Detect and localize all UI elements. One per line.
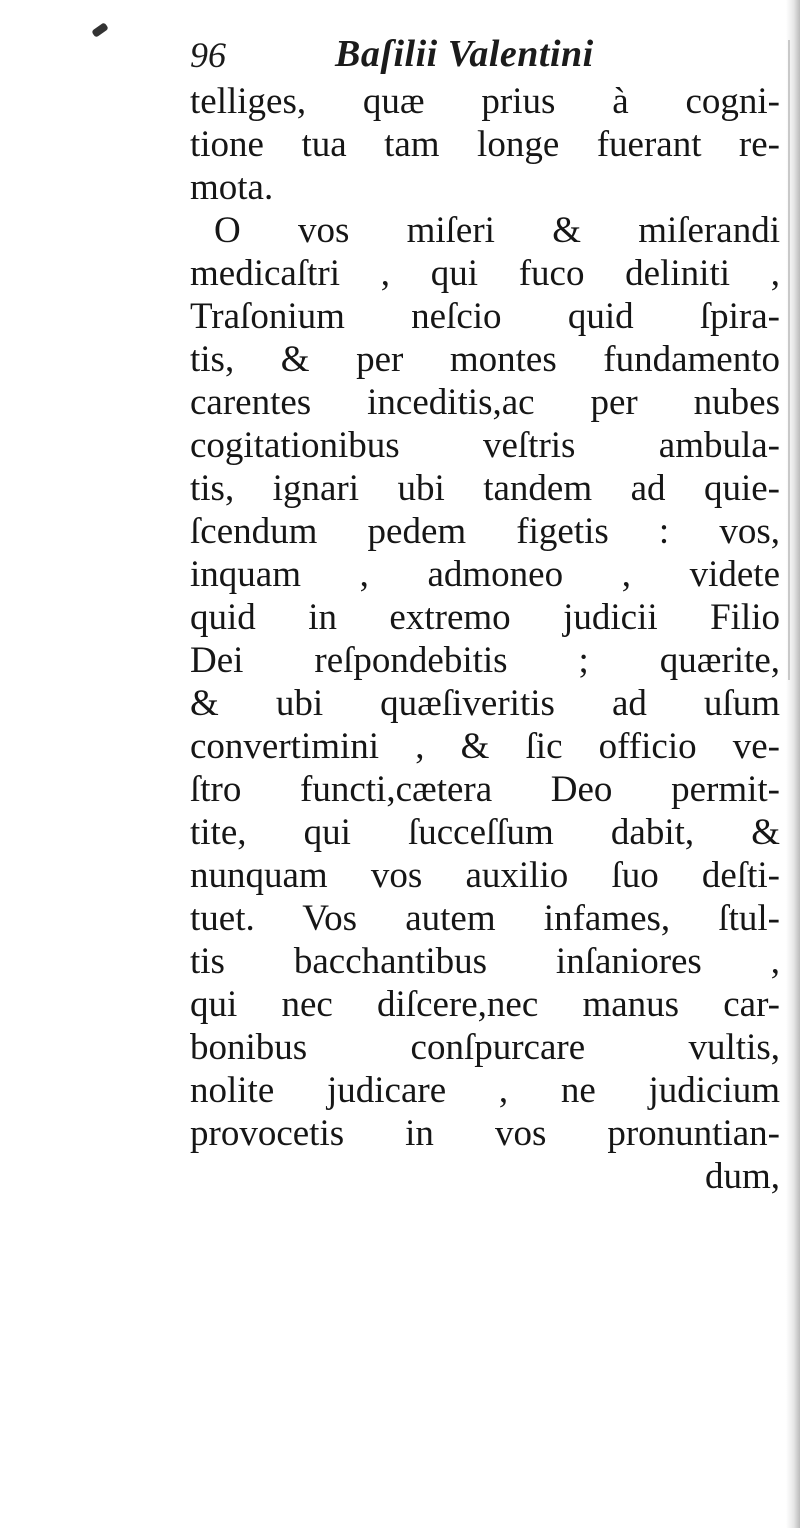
text-line: medicaſtri , qui fuco deliniti , <box>190 253 780 294</box>
text-line: Traſonium neſcio quid ſpira- <box>190 296 780 337</box>
text-line: ſtro functi,cætera Deo permit- <box>190 769 780 810</box>
body-text <box>190 80 780 1198</box>
catchword: dum, <box>704 1156 780 1197</box>
text-line: Dei reſpondebitis ; quærite, <box>190 640 780 681</box>
text-line: tis bacchantibus inſaniores , <box>190 941 780 982</box>
text-line: mota. <box>190 167 274 208</box>
text-line: & ubi quæſiveritis ad uſum <box>190 683 780 724</box>
running-head <box>0 0 800 90</box>
text-line: qui nec diſcere,nec manus car- <box>190 984 780 1025</box>
text-line: telliges, quæ prius à cogni- <box>190 81 780 122</box>
text-line: convertimini , & ſic officio ve- <box>190 726 780 767</box>
page-edge-line <box>788 40 790 680</box>
text-line: tis, ignari ubi tandem ad quie- <box>190 468 780 509</box>
text-line: inquam , admoneo , videte <box>190 554 780 595</box>
text-line: nunquam vos auxilio ſuo deſti- <box>190 855 780 896</box>
page-number: 96 <box>190 35 226 75</box>
text-line: O vos miſeri & miſerandi <box>214 210 780 251</box>
text-line: tite, qui ſucceſſum dabit, & <box>190 812 780 853</box>
running-head-title: Baſilii Valentini <box>335 33 594 75</box>
text-line: provocetis in vos pronuntian- <box>190 1113 780 1154</box>
text-line: quid in extremo judicii Filio <box>190 597 780 638</box>
text-line: cogitationibus veſtris ambula- <box>190 425 780 466</box>
text-line: ſcendum pedem figetis : vos, <box>190 511 780 552</box>
text-line: tione tua tam longe fuerant re- <box>190 124 780 165</box>
text-line: bonibus conſpurcare vultis, <box>190 1027 780 1068</box>
text-line: carentes inceditis,ac per nubes <box>190 382 780 423</box>
text-line: tuet. Vos autem infames, ſtul- <box>190 898 780 939</box>
text-line: tis, & per montes fundamento <box>190 339 780 380</box>
text-line: nolite judicare , ne judicium <box>190 1070 780 1111</box>
